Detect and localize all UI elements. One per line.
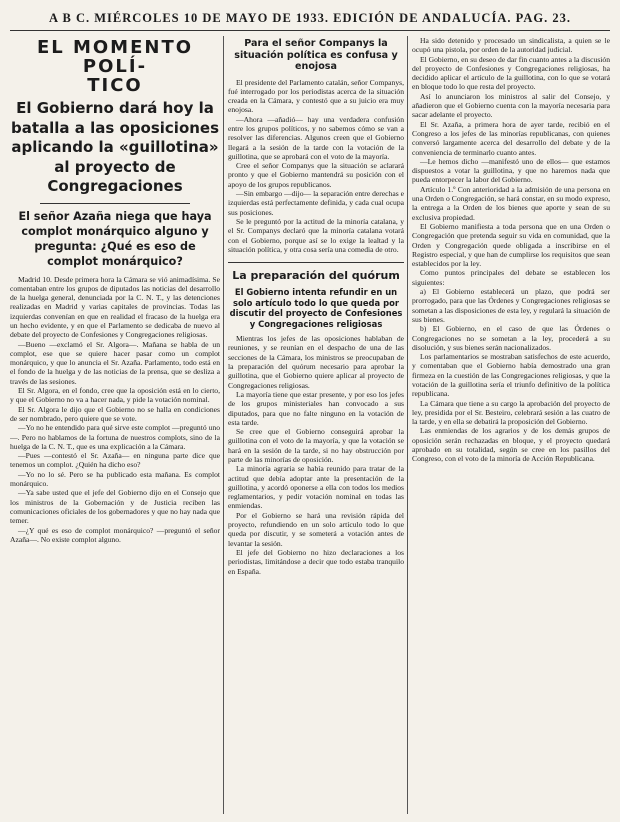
column-3 — [412, 36, 610, 814]
kicker-line: TICO — [87, 75, 143, 96]
paragraph: El Gobierno manifiesta a toda persona que en una Orden o Congregación que pretenda seguir su vida en comunidad, que la Orden y Congregación quede obligada a inscribirse en el Registro especial, y que han de cumplirse los requisitos que sean establecidos por la ley. — [412, 221, 610, 269]
kicker-line: EL MOMENTO POLÍ- — [36, 37, 194, 77]
column-rule — [223, 36, 224, 814]
paragraph: b) El Gobierno, en el caso de que las Órdenes o Congregaciones no se sometan a la ley, procederá a su disolución, y sus bienes serán nacionalizados. — [412, 324, 610, 352]
divider — [40, 203, 190, 204]
article-headline: Para el señor Companys la situación política es confusa y enojosa — [234, 38, 398, 72]
paragraph: El Gobierno, en su deseo de dar fin cuanto antes a la discusión del proyecto de Confesiones y Congregaciones religiosas, ha decidido aplicar el artículo de la guillotina, con lo que se votará en bloque todo lo que resta del proyecto. — [412, 54, 610, 92]
paragraph: Cree el señor Companys que la situación se aclarará pronto y que el Gobierno mantendrá su posición con el apoyo de los grupos republicanos. — [228, 161, 404, 189]
paragraph: Se cree que el Gobierno conseguirá aprobar la guillotina con el voto de la mayoría, y que la votación se hará en la sesión de la tarde, si no hay obstrucción por parte de las minorías de oposición. — [228, 427, 404, 464]
paragraph: El Sr. Algora le dijo que el Gobierno no se halla en condiciones de ser nombrado, pero quiere que se vote. — [10, 404, 220, 423]
paragraph: El Sr. Algora, en el fondo, cree que la oposición está en lo cierto, y que el Gobierno no va a hacer nada, y pide la votación nominal. — [10, 386, 220, 405]
newspaper-page — [10, 8, 610, 814]
paragraph: —Ahora —añadió— hay una verdadera confusión entre los grupos políticos, y no sabemos cómo se van a resolver las diferencias. Algunos creen que el Gobierno llegará a la sesión de la tarde con la votación de la guillotina, que se aprobará con el voto de la mayoría. — [228, 114, 404, 161]
paragraph: —Sin embargo —dijo— la separación entre derechas e izquierdas está perfectamente definida, y cada cual ocupa sus posiciones. — [228, 189, 404, 217]
masthead: A B C. MIÉRCOLES 10 DE MAYO DE 1933. EDICIÓN DE ANDALUCÍA. PAG. 23. — [10, 8, 610, 31]
paragraph: —Yo no he entendido para qué sirve este complot —preguntó uno—. Pero no hablamos de la fortuna de nuestros complots, sino de la huelga de la C. N. T., que es una explicación a la Cámara. — [10, 423, 220, 451]
paragraph: a) El Gobierno establecerá un plazo, que podrá ser prorrogado, para que las Órdenes y Congregaciones religiosas se sometan a las disposiciones de esta ley, y regulará la situación de sus bienes. — [412, 287, 610, 324]
paragraph: La minoría agraria se había reunido para tratar de la actitud que debía adoptar ante la presentación de la guillotina, y acordó oponerse a ella con todos los medios reglamentarios, y pedir votación nominal en todas las enmiendas. — [228, 464, 404, 511]
paragraph: —Yo no lo sé. Pero se ha publicado esta mañana. Es complot monárquico. — [10, 469, 220, 489]
paragraph: —Ya sabe usted que el jefe del Gobierno dijo en el Consejo que los ministros de la Gobernación y de Justicia reciben las comunicaciones oficiales de los gobernadores y que no hay nada que temer. — [10, 488, 220, 526]
section-heading: La preparación del quórum — [228, 262, 404, 282]
section-subheading: El Gobierno intenta refundir en un solo artículo todo lo que queda por discutir del proyecto de Confesiones y Congregaciones religiosas — [229, 287, 403, 329]
paragraph: Así lo anunciaron los ministros al salir del Consejo, y añadieron que el Gobierno cuenta con la mayoría necesaria para sacar adelante el proyecto. — [412, 91, 610, 120]
paragraph: El Sr. Azaña, a primera hora de ayer tarde, recibió en el Congreso a los jefes de las minorías republicanas, con quienes conversó largamente acerca del desarrollo del debate y de la conveniencia de terminarlo cuanto antes. — [412, 119, 610, 157]
paragraph: La Cámara que tiene a su cargo la aprobación del proyecto de ley, presidida por el Sr. Besteiro, celebrará sesión a las cuatro de la tarde, y en ella se debatirá la proposición del Gobierno. — [412, 398, 610, 427]
paragraph: La mayoría tiene que estar presente, y por eso los jefes de los grupos ministeriales han convocado a sus diputados, para que no falte ninguno en la votación de esta tarde. — [228, 389, 404, 427]
subheadline: El señor Azaña niega que haya complot monárquico alguno y pregunta: ¿Qué es eso de complot monárquico? — [18, 209, 212, 268]
paragraph: —¿Y qué es eso de complot monárquico? —preguntó el señor Azaña—. No existe complot alguno. — [10, 525, 220, 544]
paragraph: Artículo 1.º Con anterioridad a la admisión de una persona en una Orden o Congregación, se hará constar, en su modo expreso, la entrega a la Orden de los bienes que aporte y sean de su exclusiva propiedad. — [412, 184, 610, 222]
paragraph: El presidente del Parlamento catalán, señor Companys, fué interrogado por los periodistas acerca de la situación creada en la Cámara, y contestó que a su juicio era muy enojosa. — [228, 77, 404, 115]
paragraph: —Pues —contestó el Sr. Azaña— en ninguna parte dice que tenemos un complot. ¿Quién ha dicho eso? — [10, 451, 220, 470]
paragraph: Las enmiendas de los agrarios y de los demás grupos de oposición serán rechazadas en bloque, y el proyecto quedará aprobado en su totalidad, según se cree en los pasillos del Congreso, con el voto de la minoría de Acción Republicana. — [412, 426, 610, 464]
paragraph: Mientras los jefes de las oposiciones hablaban de reuniones, y se reunían en el despacho de una de las secciones de la Cámara, los ministros se preocupaban de la preparación del quórum necesario para aprobar la guillotina, que el Gobierno quiere aplicar al proyecto de Congregaciones religiosas. — [228, 334, 404, 390]
paragraph: Por el Gobierno se hará una revisión rápida del proyecto, refundiendo en un solo artículo todo lo que queda por discutir, y se someterá a votación antes de levantar la sesión. — [228, 510, 404, 548]
paragraph: Los parlamentarios se mostraban satisfechos de este acuerdo, y comentaban que el Gobierno había demostrado una gran firmeza en la cuestión de las Congregaciones religiosas, y que la votación de la guillotina sería el triunfo definitivo de la política republicana. — [412, 352, 610, 399]
paragraph: El jefe del Gobierno no hizo declaraciones a los periodistas, limitándose a decir que todo estaba tranquilo en España. — [228, 547, 404, 576]
column-rule — [407, 36, 408, 814]
paragraph: Madrid 10. Desde primera hora la Cámara se vió animadísima. Se comentaban entre los grupos de diputados las noticias del desarrollo de la huelga general, denunciada por la C. N. T., y las detenciones realizadas en Madrid y varias capitales de provincias. Todas las izquierdas convenían en que en realidad el fracaso de la huelga era un hecho evidente, y en que el Parlamento se dedicaba de nuevo al debate del proyecto de Confesiones y Congregaciones religiosas. — [10, 274, 220, 340]
paragraph: Como puntos principales del debate se establecen los siguientes: — [412, 268, 610, 287]
section-kicker — [10, 38, 220, 95]
paragraph: Se le preguntó por la actitud de la minoría catalana, y el Sr. Companys declaró que la minoría catalana votará con el Gobierno, porque así se lo exige la lealtad y la situación política, y otra cosa sería una comedia de otro. — [228, 216, 404, 254]
column-2 — [228, 36, 404, 814]
main-headline: El Gobierno dará hoy la batalla a las oposiciones aplicando la «guillotina» al proyecto de Congregaciones — [10, 99, 220, 195]
paragraph: —Le hemos dicho —manifestó uno de ellos— que estamos dispuestos a votar la guillotina, y que no haremos nada que pueda entorpecer la labor del Gobierno. — [412, 156, 610, 185]
paragraph: Ha sido detenido y procesado un sindicalista, a quien se le ocupó una pistola, por orden de la autoridad judicial. — [412, 36, 610, 55]
column-1 — [10, 36, 220, 814]
paragraph: —Bueno —exclamó el Sr. Algora—. Mañana se habla de un complot, ese que se quiere hacer pasar como un complot monárquico, y que lo anuncia el Sr. Azaña. Parlamento, todo está en el fondo de la huelga y de las noticias de la prensa, que se desliza a través de las sesiones. — [10, 339, 220, 386]
